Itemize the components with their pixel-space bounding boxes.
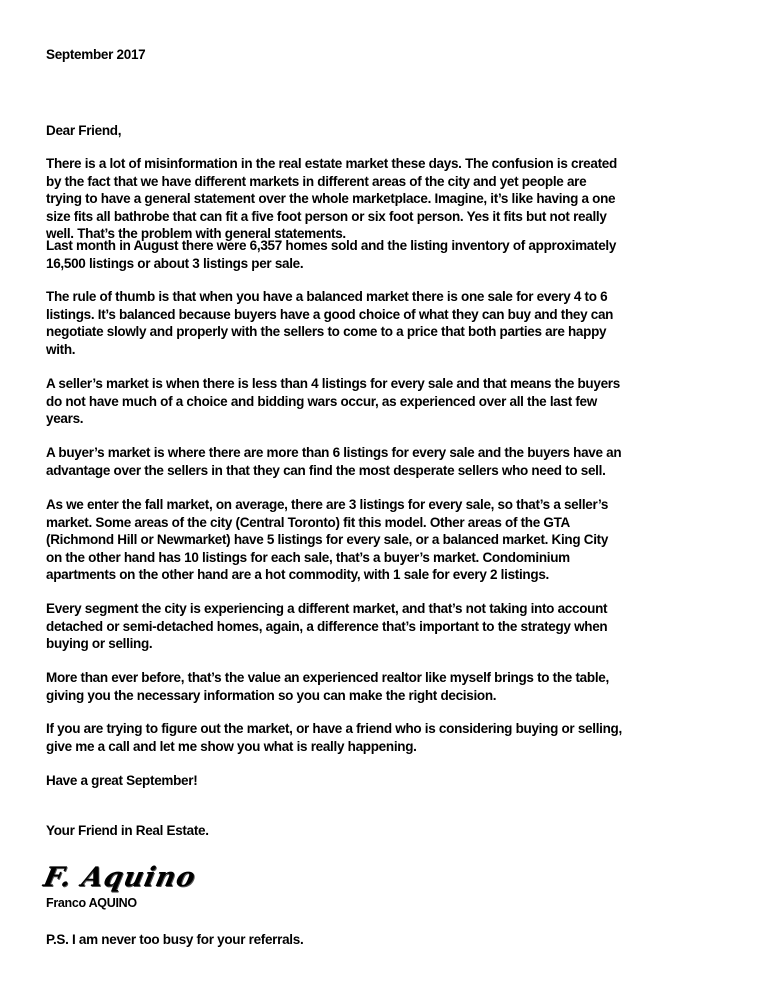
paragraph-line: detached or semi-detached homes, again, a difference that’s important to the strategy when — [46, 618, 608, 634]
paragraph-line: Every segment the city is experiencing a different market, and that’s not taking into account — [46, 601, 608, 616]
paragraph-line: advantage over the sellers in that they can find the most desperate sellers who need to sell. — [46, 462, 606, 478]
paragraph-line: do not have much of a choice and bidding wars occur, as experienced over all the last few — [46, 393, 597, 409]
paragraph-line: A buyer’s market is where there are more than 6 listings for every sale and the buyers have an — [46, 445, 622, 460]
paragraph — [46, 155, 617, 243]
paragraph-line: negotiate slowly and properly with the sellers to come to a price that both parties are happy — [46, 324, 607, 339]
paragraph-line: Last month in August there were 6,357 homes sold and the listing inventory of approximately — [46, 238, 617, 253]
paragraph-line: market. Some areas of the city (Central Toronto) fit this model. Other areas of the GTA — [46, 514, 570, 530]
paragraph-line: (Richmond Hill or Newmarket) have 5 listings for every sale, or a balanced market. King City — [46, 532, 609, 547]
paragraph-line: giving you the necessary information so you can make the right decision. — [46, 687, 497, 703]
paragraph-line: As we enter the fall market, on average, there are 3 listings for every sale, so that’s a seller’s — [46, 497, 609, 512]
paragraph-line: A seller’s market is when there is less than 4 listings for every sale and that means the buyers — [46, 376, 620, 391]
paragraph-line: apartments on the other hand are a hot commodity, with 1 sale for every 2 listings. — [46, 567, 549, 582]
paragraph-line: listings. It’s balanced because buyers have a good choice of what they can buy and they can — [46, 306, 614, 322]
postscript: P.S. I am never too busy for your referrals. — [46, 932, 304, 947]
paragraph-line: on the other hand has 10 listings for each sale, that’s a buyer’s market. Condominium — [46, 549, 570, 565]
paragraph-line: buying or selling. — [46, 636, 153, 651]
paragraph — [46, 496, 608, 584]
paragraph-line: More than ever before, that’s the value an experienced realtor like myself brings to the table, — [46, 670, 609, 685]
paragraph-line: size fits all bathrobe that can fit a five foot person or six foot person. Yes it fits but not really — [46, 208, 607, 224]
paragraph — [46, 288, 613, 358]
letter-date: September 2017 — [46, 47, 146, 62]
paragraph — [46, 720, 622, 755]
paragraph — [46, 669, 609, 704]
signature: F. Aquino — [40, 862, 199, 893]
paragraph-line: There is a lot of misinformation in the real estate market these days. The confusion is created — [46, 156, 617, 171]
paragraph-line: by the fact that we have different markets in different areas of the city and yet people are — [46, 173, 587, 189]
paragraph — [46, 237, 616, 272]
paragraph-line: If you are trying to figure out the market, or have a friend who is considering buying or selling, — [46, 721, 622, 736]
closing: Your Friend in Real Estate. — [46, 823, 209, 838]
paragraph-line: give me a call and let me show you what is really happening. — [46, 738, 417, 754]
paragraph-line: years. — [46, 411, 84, 426]
signer-name: Franco AQUINO — [46, 896, 137, 910]
paragraph-line: The rule of thumb is that when you have a balanced market there is one sale for every 4 to 6 — [46, 289, 608, 304]
paragraph-line: 16,500 listings or about 3 listings per sale. — [46, 255, 304, 271]
paragraph-line: with. — [46, 341, 76, 357]
paragraph — [46, 772, 197, 790]
paragraph-line: well. That’s the problem with general statements. — [46, 226, 346, 241]
paragraph — [46, 600, 607, 653]
paragraph — [46, 444, 621, 479]
paragraph — [46, 375, 620, 428]
paragraph-line: Have a great September! — [46, 773, 198, 788]
paragraph-line: trying to have a general statement over the whole marketplace. Imagine, it’s like having a one — [46, 191, 616, 206]
salutation: Dear Friend, — [46, 123, 122, 138]
